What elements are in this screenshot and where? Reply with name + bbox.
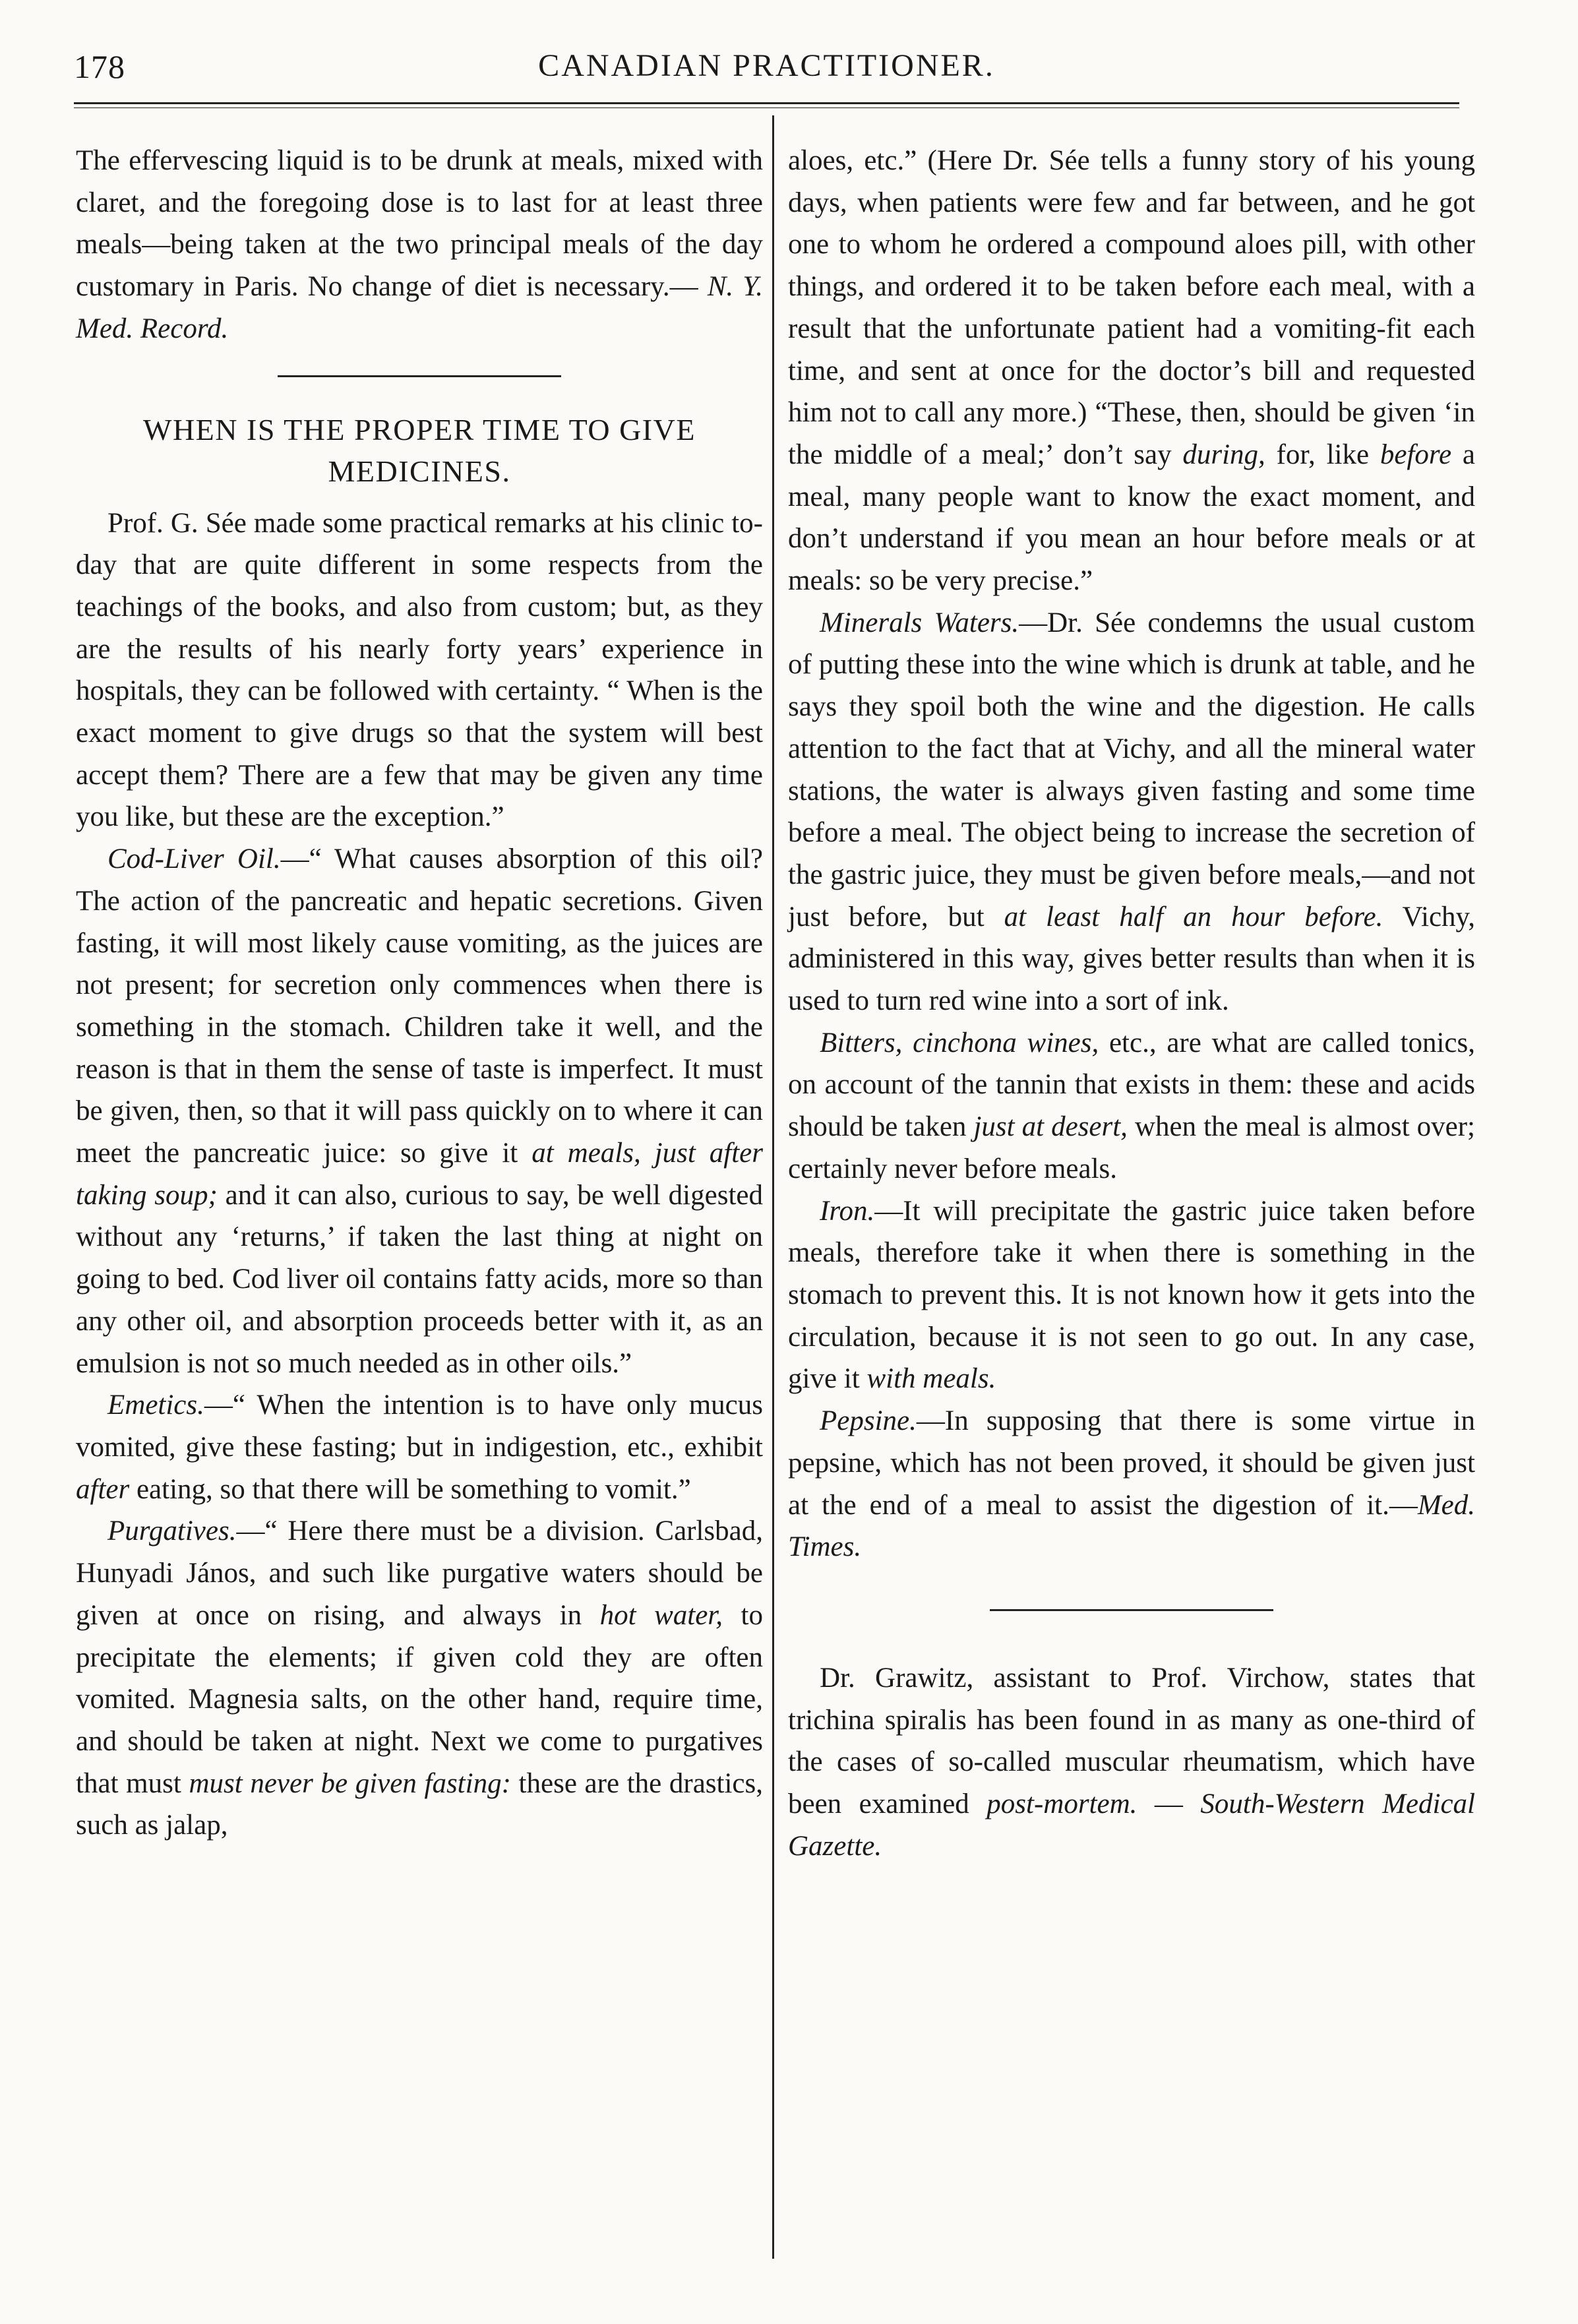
paragraph-grawitz: Dr. Grawitz, assistant to Prof. Virchow, states that trichina spiralis has been found in as many as one-third of the cases of so-called muscular rheumatism, which have been examined post-mortem. — South-Western Medical Gazette. (788, 1662, 1476, 1862)
page-header (74, 47, 1459, 94)
paragraph-purgatives: Purgatives.—“ Here there must be a division. Carlsbad, Hunyadi János, and such like purgative waters should be given at once on rising, and always in hot water, to precipitate the elements; if given cold they are often vomited. Magnesia salts, on the other hand, require time, and should be taken at night. Next we come to purgatives that must must never be given fasting: these are the drastics, such as jalap, (76, 1515, 763, 1841)
article-heading: WHEN IS THE PROPER TIME TO GIVE MEDICINES. (143, 412, 696, 488)
subhead-bitters: Bitters, cinchona wines, (820, 1027, 1099, 1058)
subhead-emetics: Emetics. (107, 1390, 204, 1421)
subhead-purgatives: Purgatives. (107, 1515, 237, 1547)
section-rule (990, 1609, 1273, 1611)
paragraph-mineral-waters: Minerals Waters.—Dr. Sée condemns the usual custom of putting these into the wine which is drunk at table, and he says they spoil both the wine and the digestion. He calls attention to the fact that at Vichy, and all the mineral water stations, the water is always given fasting and some time before a meal. The object being to increase the secretion of the gastric juice, they must be given before meals,—and not just before, but at least half an hour before. Vichy, administered in this way, gives better results than when it is used to turn red wine into a sort of ink. (788, 607, 1475, 1017)
subhead-mineral-waters: Minerals Waters. (820, 607, 1019, 638)
column-divider (772, 115, 774, 2259)
subhead-cod-liver-oil: Cod-Liver Oil. (107, 843, 281, 875)
source-citation: N. Y. Med. Record. (76, 271, 763, 344)
paragraph-iron: Iron.—It will precipitate the gastric juice taken before meals, therefore take it when there is something in the stomach to prevent this. It is not known how it gets into the circulation, because it is not seen to go out. In any case, give it with meals. (788, 1195, 1475, 1395)
source-citation: South-Western Medical Gazette. (788, 1789, 1476, 1862)
paragraph-effervescing: The effervescing liquid is to be drunk at meals, mixed with claret, and the foregoing dose is to last for at least three meals—being taken at the two principal meals of the day customary in Paris. No change of diet is necessary.— N. Y. Med. Record. (76, 145, 763, 344)
left-column (76, 140, 763, 1847)
subhead-pepsine: Pepsine. (820, 1405, 917, 1437)
source-citation: Med. Times. (788, 1489, 1475, 1563)
paragraph-emetics: Emetics.—“ When the intention is to have only mucus vomited, give these fasting; but in indigestion, etc., exhibit after eating, so that there will be something to vomit.” (76, 1390, 763, 1505)
paragraph-cod-liver-oil: Cod-Liver Oil.—“ What causes absorption of this oil? The action of the pancreatic and hepatic secretions. Given fasting, it will most likely cause vomiting, as the juices are not present; for secretion only commences when there is something in the stomach. Children take it well, and the reason is that in them the sense of taste is imperfect. It must be given, then, so that it will pass quickly on to where it can meet the pancreatic juice: so give it at meals, just after taking soup; and it can also, curious to say, be well digested without any ‘returns,’ if taken the last thing at night on going to bed. Cod liver oil contains fatty acids, more so than any other oil, and absorption proceeds better with it, as an emulsion is not so much needed as in other oils.” (76, 843, 764, 1379)
paragraph-bitters: Bitters, cinchona wines, etc., are what are called tonics, on account of the tannin that exists in them: these and acids should be taken just at desert, when the meal is almost over; certainly never before meals. (788, 1027, 1475, 1184)
section-rule (278, 375, 561, 377)
paragraph-pepsine: Pepsine.—In supposing that there is some virtue in pepsine, which has not been proved, it should be given just at the end of a meal to assist the digestion of it.—Med. Times. (788, 1405, 1475, 1563)
header-rule (74, 102, 1459, 108)
page-number: 178 (74, 48, 125, 85)
paragraph-aloes: aloes, etc.” (Here Dr. Sée tells a funny story of his young days, when patients were few and far between, and he got one to whom he ordered a compound aloes pill, with other things, and ordered it to be taken before each meal, with a result that the unfortunate patient had a vomiting-fit each time, and sent at once for the doctor’s bill and requested him not to call any more.) “These, then, should be given ‘in the middle of a meal;’ don’t say during, for, like before a meal, many people want to know the exact moment, and don’t understand if you mean an hour before meals or at meals: so be very precise.” (788, 145, 1475, 597)
running-title: CANADIAN PRACTITIONER. (538, 48, 995, 83)
right-column (788, 140, 1475, 1867)
subhead-iron: Iron. (820, 1195, 875, 1227)
paragraph-intro: Prof. G. Sée made some practical remarks at his clinic to-day that are quite different in some respects from the teachings of the books, and also from custom; but, as they are the results of his nearly forty years’ experience in hospitals, they can be followed with certainty. “ When is the exact moment to give drugs so that the system will best accept them? There are a few that may be given any time you like, but these are the exception.” (76, 507, 763, 833)
